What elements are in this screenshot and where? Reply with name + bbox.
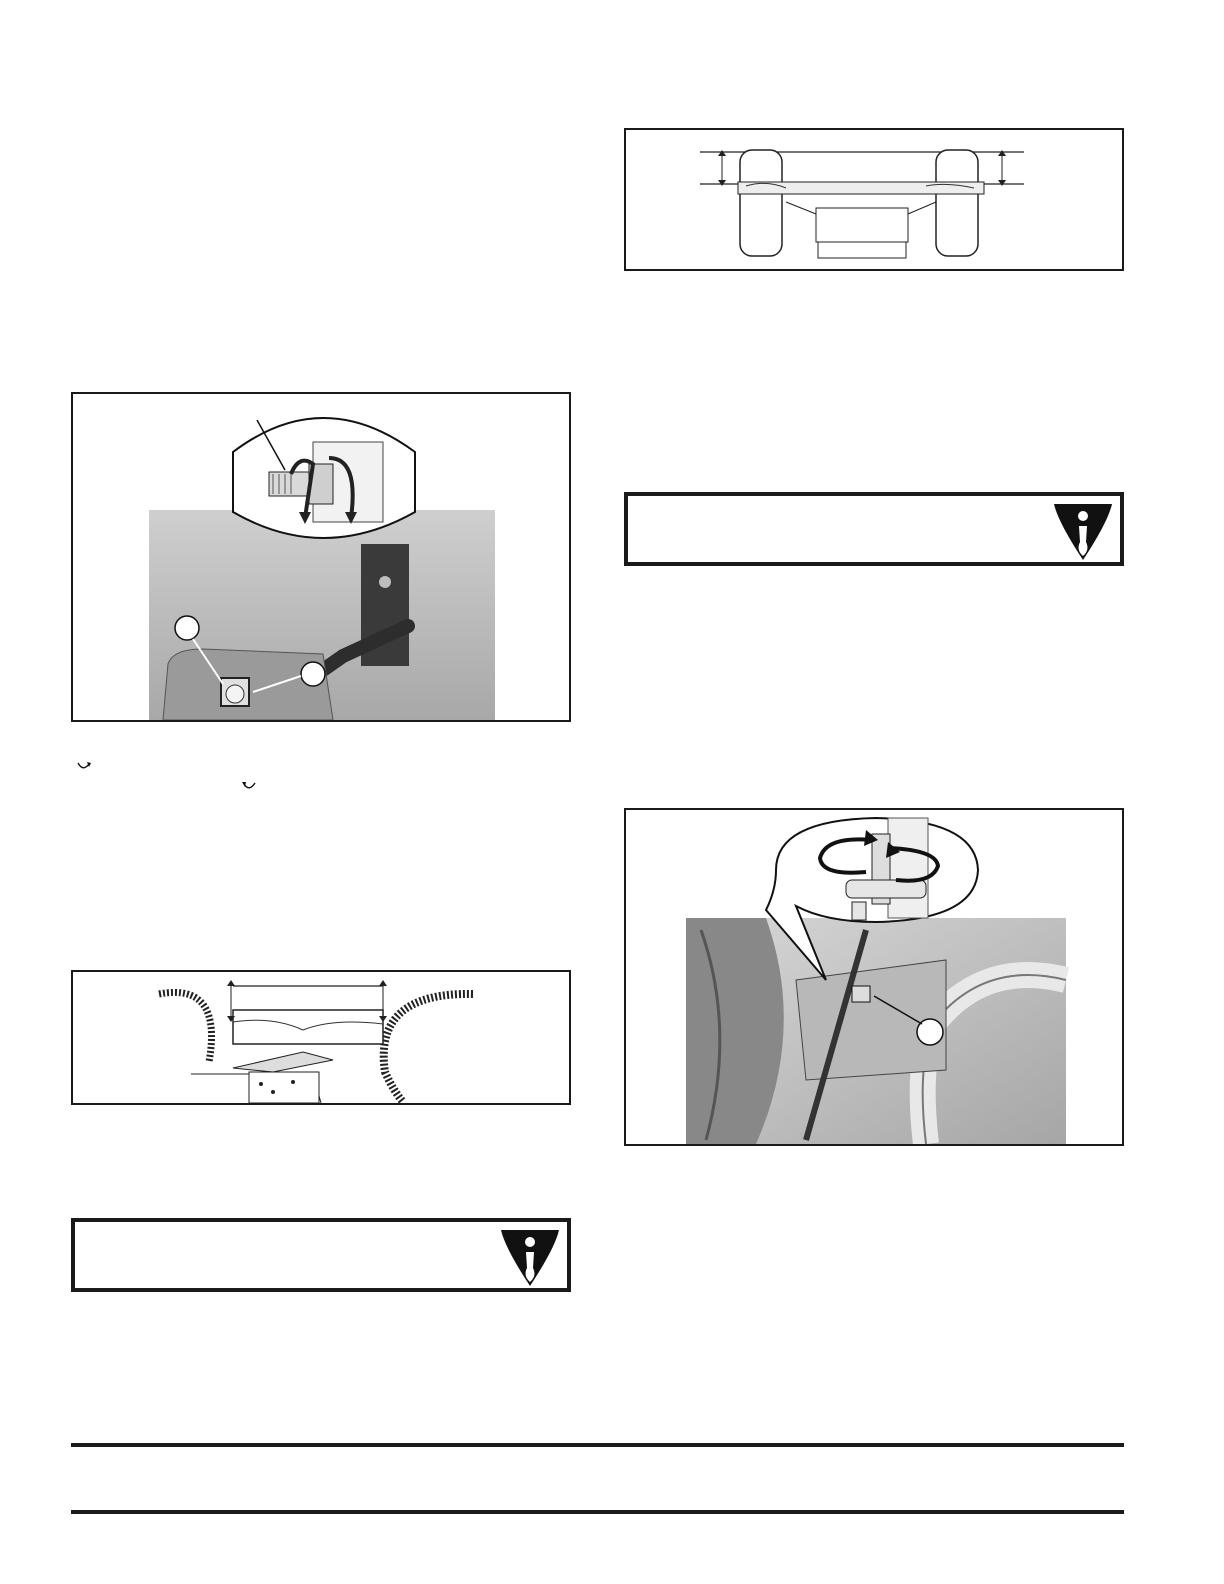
notice-box (71, 1218, 571, 1292)
link-adjust-illustration (626, 810, 1122, 1144)
bolt-adjust-illustration (73, 394, 569, 720)
figure-deck-side-view (71, 970, 571, 1105)
footer-rule-bottom (71, 1510, 1124, 1514)
counterclockwise-arrow-icon (76, 760, 92, 775)
clockwise-arrow-icon (240, 780, 258, 795)
notice-box (624, 492, 1124, 566)
callout-circle (301, 662, 325, 686)
callout-circle (175, 616, 199, 640)
deck-side-illustration (73, 972, 569, 1103)
figure-front-wheels (624, 128, 1124, 271)
figure-link-adjust (624, 808, 1124, 1146)
footer-rule-top (71, 1443, 1124, 1447)
info-triangle-icon (1052, 502, 1114, 562)
figure-bolt-adjust (71, 392, 571, 722)
front-wheels-illustration (626, 130, 1122, 269)
info-triangle-icon (499, 1228, 561, 1288)
